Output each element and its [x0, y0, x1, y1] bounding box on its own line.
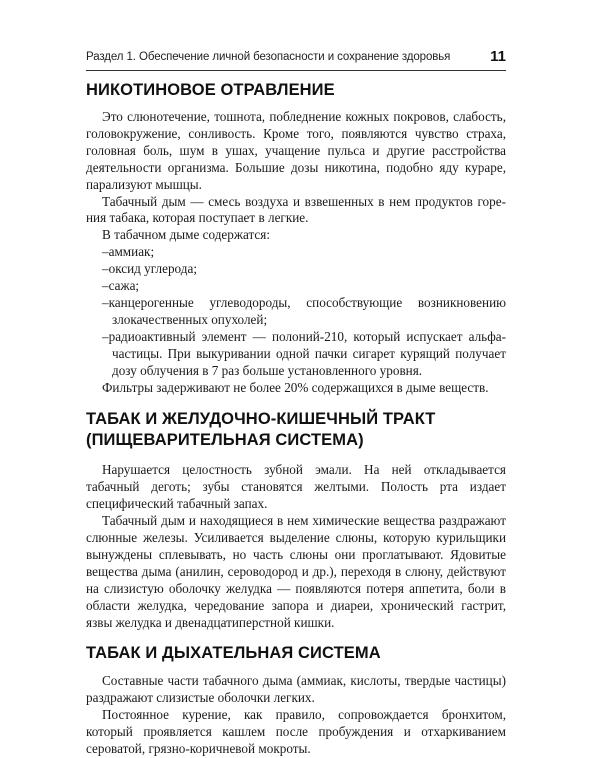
- paragraph: Нарушается целостность зубной эмали. На ней откладывается табачный деготь; зубы становятся желтыми. Полость рта издает специфический табачный запах.: [86, 462, 506, 512]
- paragraph: В табачном дыме содержатся:: [102, 227, 270, 243]
- section-title-nicotine-poisoning: НИКОТИНОВОЕ ОТРАВЛЕНИЕ: [86, 81, 335, 99]
- page-number: 11: [490, 48, 506, 65]
- paragraph: Табачный дым — смесь воздуха и взвешенных в нем продуктов горения табака, которая поступает в легкие.: [86, 193, 506, 226]
- section-title-digestive-system: ТАБАК И ЖЕЛУДОЧНО-КИШЕЧНЫЙ ТРАКТ (ПИЩЕВАРИТЕЛЬНАЯ СИСТЕМА): [86, 410, 436, 450]
- running-title: Раздел 1. Обеспечение личной безопасности и сохранение здоровья: [86, 51, 451, 63]
- smoke-components-list: [86, 244, 506, 379]
- list-item: –канцерогенные углеводороды, способствующие возникновению злокачественных опухолей;: [102, 294, 506, 327]
- list-item: –аммиак;: [102, 244, 155, 260]
- paragraph: Фильтры задерживают не более 20% содержащихся в дыме веществ.: [102, 379, 489, 395]
- list-item: –сажа;: [102, 278, 140, 294]
- page-body: [86, 78, 506, 758]
- paragraph: Постоянное курение, как правило, сопровождается бронхитом, который проявляется кашлем после пробуждения и отхаркиванием сероватой, грязно-коричневой мокроты.: [86, 707, 506, 757]
- running-header: [86, 48, 506, 71]
- paragraph: Это слюнотечение, тошнота, побледнение кожных покровов, слабость, головокружение, сонливость. Кроме того, появляются чувство страха, головная боль, шум в ушах, учащение пульса и другие расстройства деятельности организма. Большие дозы никотина, подобно яду кураре, парализуют мышцы.: [86, 109, 506, 192]
- paragraph: Табачный дым и находящиеся в нем химические вещества раздражают слюнные железы. Усиливается выделение слюны, которую курильщики вынуждены сплевывать, но часть слюны они проглатывают. Ядовитые вещества дыма (анилин, сероводород и др.), переходя в слюну, действуют на слизистую оболочку желудка — появляются потеря аппетита, боли в области желудка, чередование запора и диареи, хронический гастрит, язвы желудка и двенадцатиперстной кишки.: [86, 513, 506, 630]
- list-item: –радиоактивный элемент — полоний-210, который испускает альфа-частицы. При выкуривании одной пачки сигарет курящий получает дозу облучения в 7 раз больше установленного уровня.: [102, 328, 506, 378]
- section-title-respiratory-system: ТАБАК И ДЫХАТЕЛЬНАЯ СИСТЕМА: [86, 644, 381, 663]
- paragraph: Составные части табачного дыма (аммиак, кислоты, твердые частицы) раздражают слизистые оболочки легких.: [86, 673, 506, 706]
- list-item: –оксид углерода;: [102, 261, 197, 277]
